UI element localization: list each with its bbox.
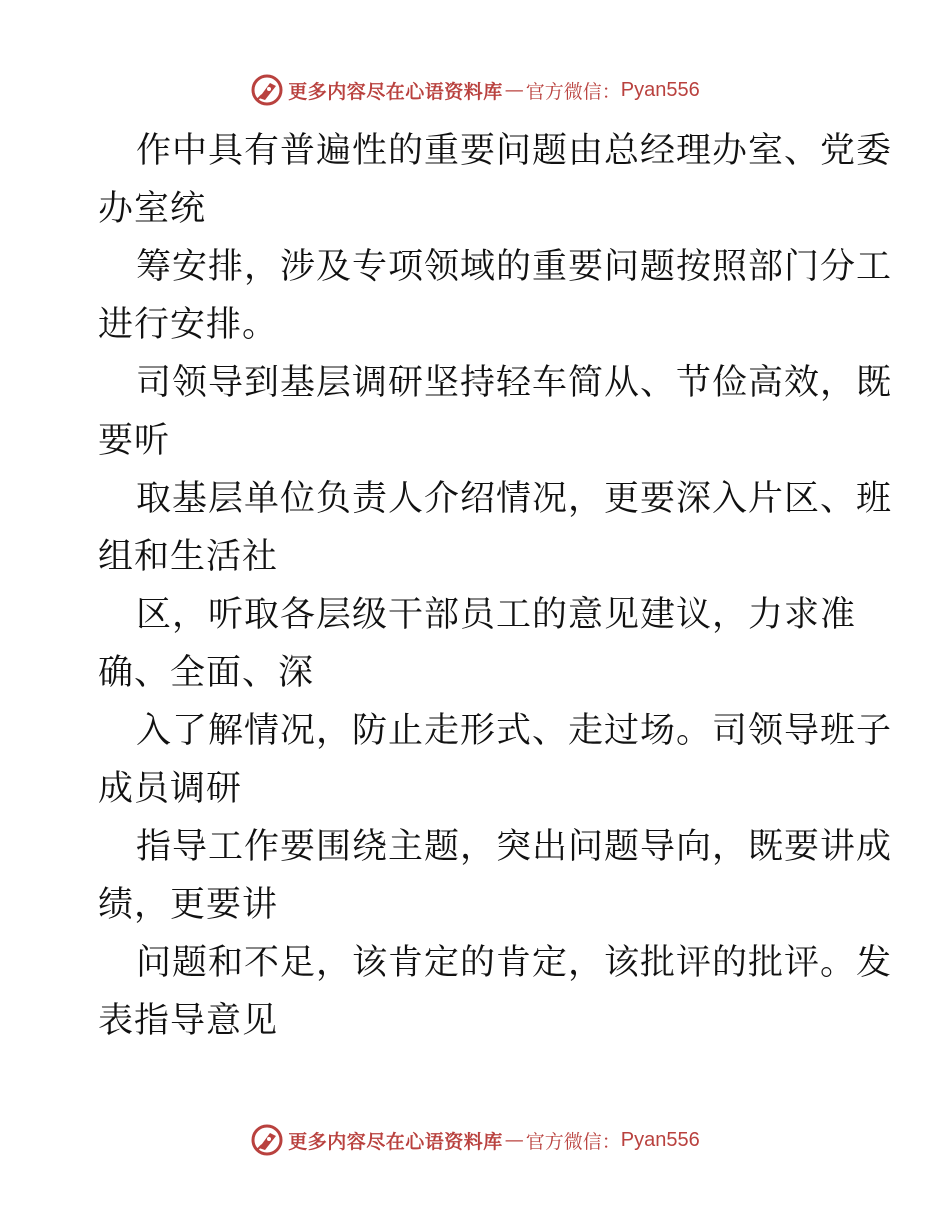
body-line: 办室统 (98, 189, 207, 229)
pen-nib-logo-icon (250, 73, 284, 107)
banner-wechat-label: 官方微信： (525, 1130, 621, 1153)
banner-dash: — (504, 1129, 524, 1151)
body-line: 作中具有普遍性的重要问题由总经理办室、党委 (136, 131, 893, 171)
body-line: 取基层单位负责人介绍情况，更要深入片区、班 (136, 479, 893, 519)
body-line: 成员调研 (98, 769, 243, 809)
body-line: 指导工作要围绕主题，突出问题导向，既要讲成 (136, 827, 893, 867)
document-body (98, 122, 893, 1050)
body-line: 入了解情况，防止走形式、走过场。司领导班子 (136, 711, 893, 751)
banner-title: 更多内容尽在心语资料库 (288, 80, 503, 103)
body-line: 司领导到基层调研坚持轻车简从、节俭高效，既 (136, 363, 893, 403)
header-banner (0, 70, 950, 110)
body-line: 确、全面、深 (98, 653, 315, 693)
body-line: 区，听取各层级干部员工的意见建议，力求准 (136, 595, 857, 635)
banner-dash: — (504, 79, 524, 101)
body-line: 进行安排。 (98, 305, 279, 345)
banner-wechat-id: Pyan556 (620, 78, 700, 101)
banner-title: 更多内容尽在心语资料库 (288, 1130, 503, 1153)
pen-nib-logo-icon (250, 1123, 284, 1157)
body-line: 表指导意见 (98, 1001, 279, 1041)
body-line: 绩，更要讲 (98, 885, 279, 925)
body-line: 问题和不足，该肯定的肯定，该批评的批评。发 (136, 943, 893, 983)
body-line: 组和生活社 (98, 537, 279, 577)
banner-wechat-id: Pyan556 (620, 1128, 700, 1151)
banner-wechat-label: 官方微信： (525, 80, 621, 103)
body-line: 要听 (98, 421, 171, 461)
body-line: 筹安排，涉及专项领域的重要问题按照部门分工 (136, 247, 893, 287)
footer-banner (0, 1120, 950, 1160)
